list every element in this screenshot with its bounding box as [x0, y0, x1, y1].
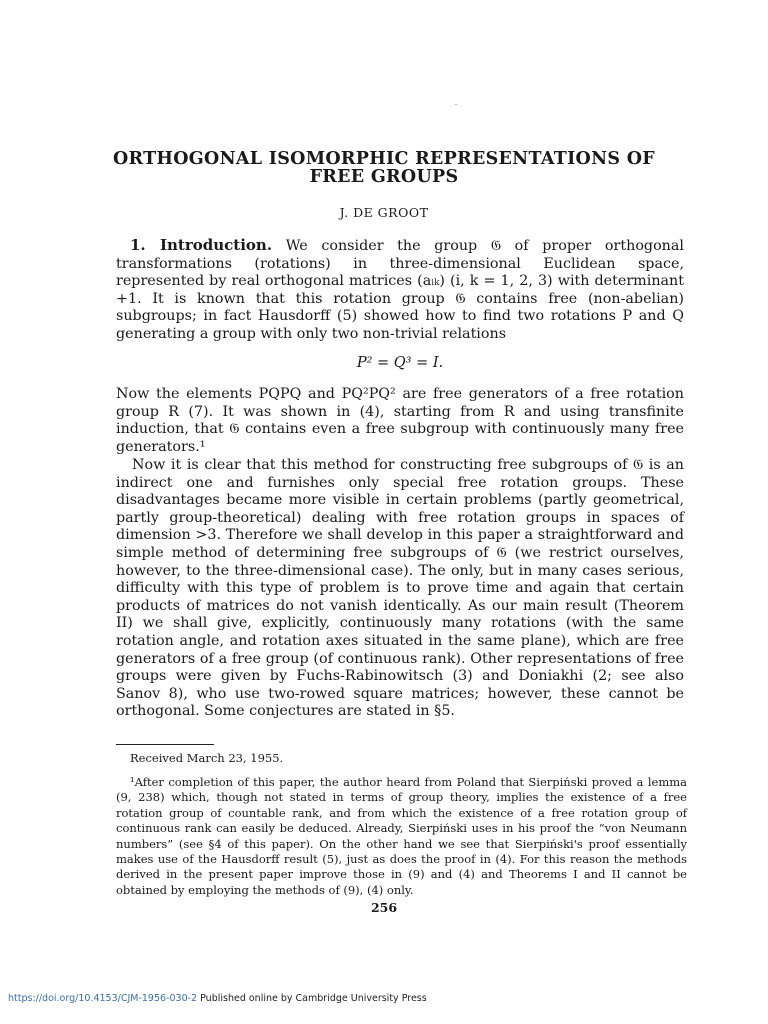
equation: P² = Q³ = I. [356, 355, 444, 371]
paragraph-3: Now it is clear that this method for constructing free subgroups of 𝔊 is an indirect one and furnishes only special free rotation groups. These disadvantages became more visible in certain problems (partly geometrical, partly group-theoretical) dealing with free rotation groups in spaces of dimension >3. Therefore we shall develop in this paper a straightforward and simple method of determining free subgroups of 𝔊 (we restrict ourselves, however, to the three-dimensional case). The only, but in many cases serious, difficulty with this type of problem is to prove time and again that certain products of matrices do not vanish identically. As our main result (Theorem II) we shall give, explicitly, continuously many rotations (with the same rotation angle, and rotation axes situated in the same plane), which are free generators of a free group (of continuous rank). Other representations of free groups were given by Fuchs-Rabinowitsch (3) and Doniakhi (2; see also Sanov 8), who use two-rowed square matrices; however, these cannot be orthogonal. Some conjectures are stated in §5. [116, 457, 684, 720]
paragraph-1 [116, 237, 684, 344]
received-date: Received March 23, 1955. [130, 751, 284, 765]
doi-link[interactable]: https://doi.org/10.4153/CJM-1956-030-2 [8, 993, 198, 1004]
page-number: 256 [370, 900, 398, 915]
section-heading: 1. Introduction. [130, 236, 273, 254]
paper-title [100, 150, 668, 186]
scan-speck [455, 104, 457, 105]
doi-footer [8, 993, 427, 1004]
footnote: ¹After completion of this paper, the author heard from Poland that Sierpiński proved a lemma (9, 238) which, though not stated in terms of group theory, implies the existence of a free rotation group of countable rank, and from which the existence of a free rotation group of continuous rank can easily be deduced. Already, Sierpiński uses in his proof the “von Neumann numbers” (see §4 of this paper). On the other hand we see that Sierpiński's proof essentially makes use of the Hausdorff result (5), just as does the proof in (4). For this reason the methods derived in the present paper improve those in (9) and (4) and Theorems I and II cannot be obtained by employing the methods of (9), (4) only. [116, 775, 687, 897]
footnote-divider [116, 744, 214, 745]
title-line-1: ORTHOGONAL ISOMORPHIC REPRESENTATIONS OF [113, 149, 655, 169]
author: J. DE GROOT [339, 205, 429, 220]
paragraph-1-text: We consider the group 𝔊 of proper orthogonal transformations (rotations) in three-dimensional Euclidean space, represented by real orthogonal matrices (aᵢₖ) (i, k = 1, 2, 3) with determinant +1. It is known that this rotation group 𝔊 contains free (non-abelian) subgroups; in fact Hausdorff (5) showed how to find two rotations P and Q generating a group with only two non-trivial relations [116, 238, 684, 342]
published-note: Published online by Cambridge University Press [197, 993, 427, 1004]
paragraph-2: Now the elements PQPQ and PQ²PQ² are free generators of a free rotation group R (7). It was shown in (4), starting from R and using transfinite induction, that 𝔊 contains even a free subgroup with continuously many free generators.¹ [116, 386, 684, 455]
title-line-2: FREE GROUPS [309, 167, 459, 187]
